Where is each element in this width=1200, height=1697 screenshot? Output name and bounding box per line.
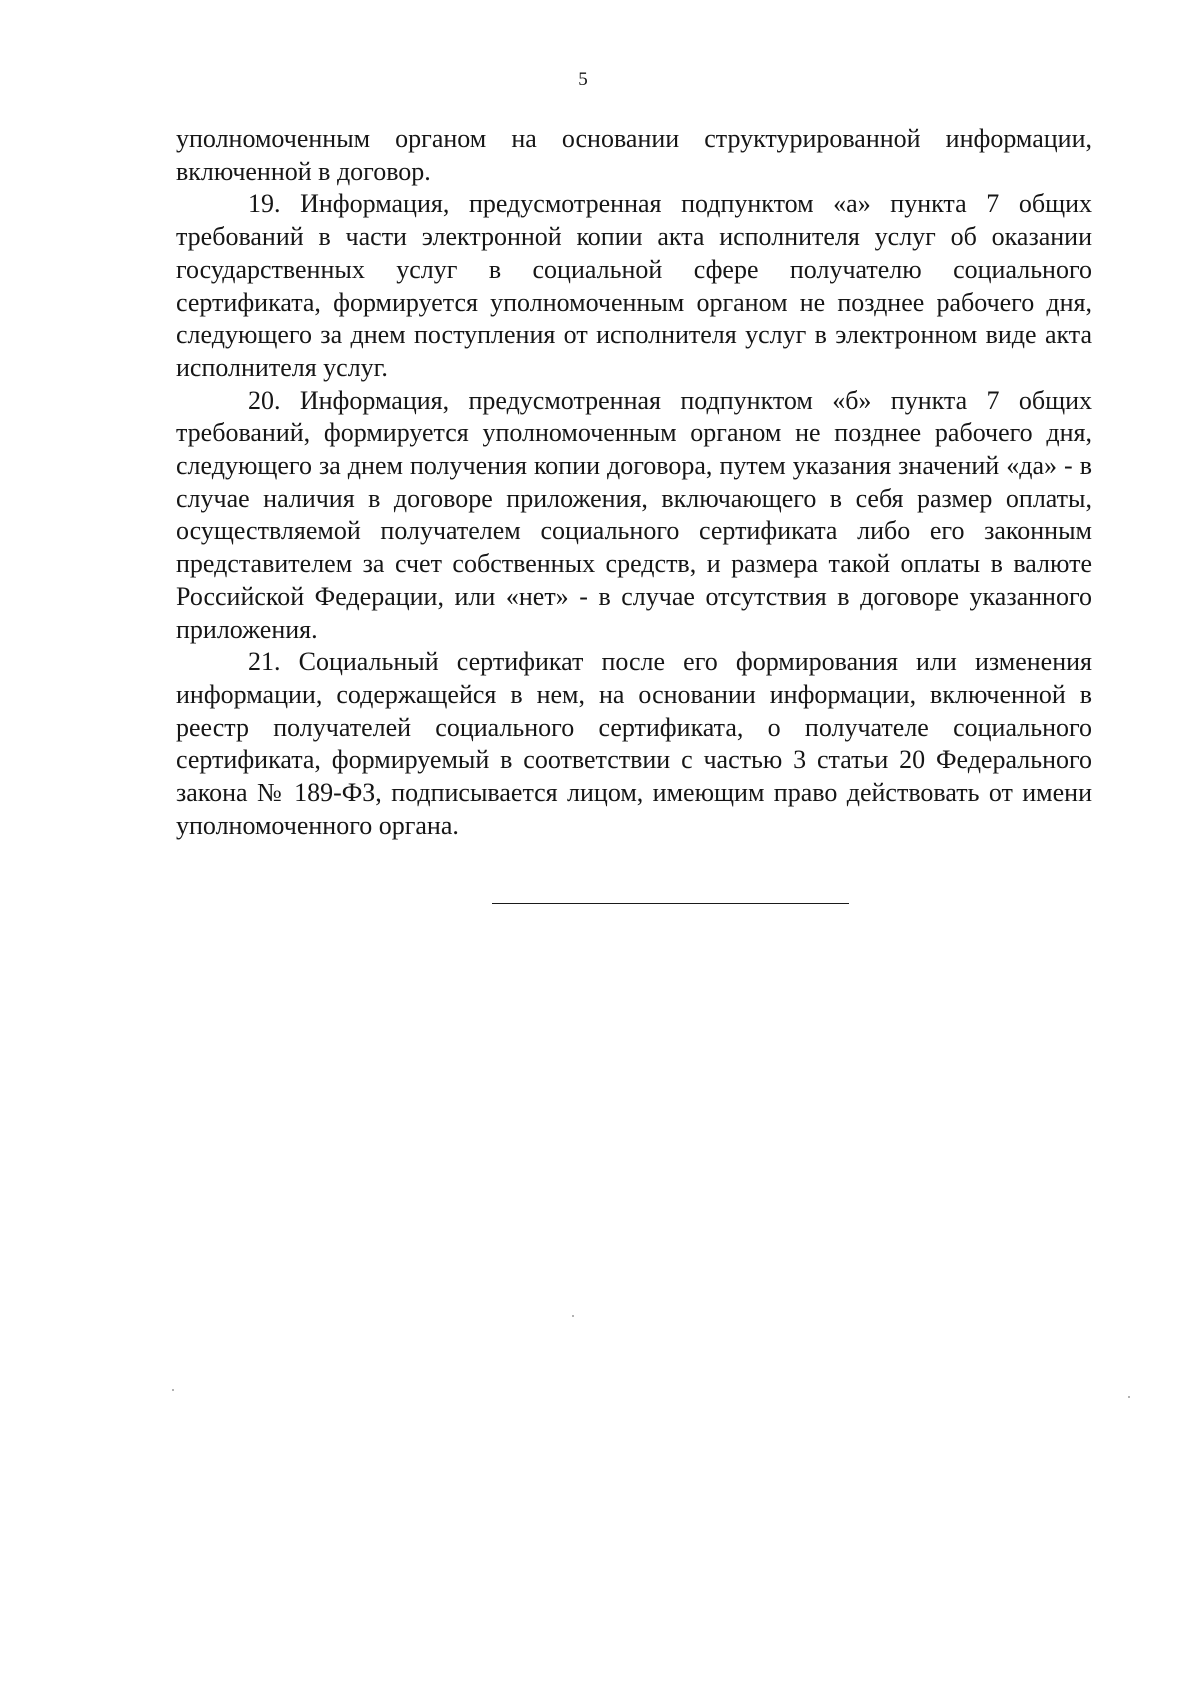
scan-speck xyxy=(572,1315,574,1317)
scan-speck xyxy=(172,1389,174,1391)
page-number: 5 xyxy=(578,69,588,90)
paragraph-continuation: уполномоченным органом на основании структурированной информации, включенной в договор. xyxy=(176,124,1092,186)
document-body xyxy=(176,123,1092,842)
end-divider-line xyxy=(492,903,849,904)
scan-speck xyxy=(1128,1396,1130,1398)
paragraph-item-20: 20. Информация, предусмотренная подпунктом «б» пункта 7 общих требований, формируется уполномоченным органом не позднее рабочего дня, следующего за днем получения копии договора, путем указания значений «да» - в случае наличия в договоре приложения, включающего в себя размер оплаты, осуществляемой получателем социального сертификата либо его законным представителем за счет собственных средств, и размера такой оплаты в валюте Российской Федерации, или «нет» - в случае отсутствия в договоре указанного приложения. xyxy=(176,385,1092,644)
paragraph-item-21: 21. Социальный сертификат после его формирования или изменения информации, содержащейся в нем, на основании информации, включенной в реестр получателей социального сертификата, о получателе социального сертификата, формируемый в соответствии с частью 3 статьи 20 Федерального закона № 189-ФЗ, подписывается лицом, имеющим право действовать от имени уполномоченного органа. xyxy=(176,647,1092,840)
paragraph-item-19: 19. Информация, предусмотренная подпунктом «а» пункта 7 общих требований в части электронной копии акта исполнителя услуг об оказании государственных услуг в социальной сфере получателю социального сертификата, формируется уполномоченным органом не позднее рабочего дня, следующего за днем поступления от исполнителя услуг в электронном виде акта исполнителя услуг. xyxy=(176,189,1092,382)
